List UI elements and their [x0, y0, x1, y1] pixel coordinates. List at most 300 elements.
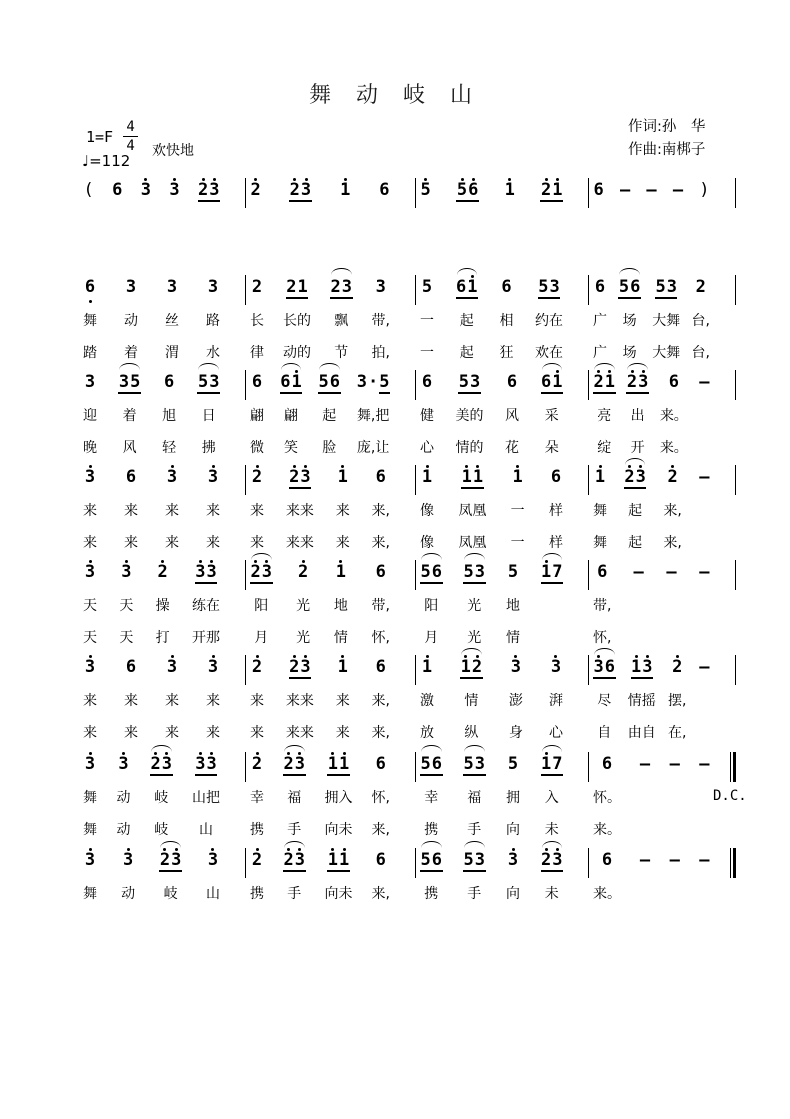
slur-arc — [542, 841, 563, 848]
note-row — [699, 653, 710, 685]
beat-cell — [593, 368, 616, 464]
note-row — [150, 750, 173, 782]
beat-cell — [283, 846, 306, 910]
note-row — [327, 750, 350, 782]
lyric-syllable — [702, 432, 706, 464]
lyric-syllable — [669, 622, 673, 654]
note-row — [84, 750, 95, 782]
note-row — [667, 463, 678, 495]
note-token — [420, 176, 431, 206]
beat-cell — [318, 368, 341, 464]
beat-cell — [356, 368, 390, 464]
beat-cell — [83, 273, 97, 369]
note-row — [84, 846, 95, 878]
lyric-syllable: 来 — [335, 693, 350, 709]
beat-cell — [372, 750, 390, 846]
note-digit: 6 — [668, 372, 679, 392]
note-token — [125, 273, 136, 303]
note-digit: 3 — [294, 754, 306, 774]
note-group — [646, 176, 657, 206]
beat-cell — [283, 273, 311, 369]
lyric-syllable: 手 — [287, 886, 302, 902]
note-group — [375, 558, 386, 588]
note-token — [294, 750, 305, 780]
beat-cell — [340, 176, 351, 208]
note-digit: 3 — [140, 180, 151, 200]
note-row — [631, 653, 654, 685]
beat-cell — [456, 176, 479, 208]
note-group — [327, 750, 350, 780]
note-digit: 2 — [298, 562, 309, 582]
note-token — [642, 653, 653, 683]
dash-mark: — — [619, 180, 631, 200]
note-digit: 1 — [467, 277, 478, 297]
lyric-syllable: 绽 — [597, 440, 612, 456]
note-row — [510, 653, 521, 685]
measure — [416, 653, 589, 749]
lyric-syllable: 来 — [206, 535, 220, 551]
note-group — [164, 368, 175, 398]
measure — [589, 653, 736, 749]
note-digit: 6 — [375, 657, 386, 677]
measure — [589, 176, 736, 208]
note-row — [421, 273, 432, 305]
note-digit: 6 — [112, 180, 123, 200]
beat-cell — [165, 653, 179, 749]
note-digit: 1 — [335, 562, 346, 582]
lyric-syllable: 幸 — [424, 790, 439, 806]
beat-cell — [330, 273, 353, 369]
note-digit: 3 — [206, 562, 217, 582]
note-digit: 3 — [84, 562, 96, 582]
note-digit: 2 — [541, 850, 552, 870]
note-row — [118, 750, 129, 782]
slur-arc — [542, 745, 563, 752]
note-digit: 2 — [251, 850, 263, 870]
beat-cell — [541, 846, 564, 910]
note-digit: 3 — [300, 657, 311, 677]
note-group — [672, 176, 683, 206]
lyric-syllable: 舞 — [83, 886, 97, 902]
note-token — [251, 653, 262, 683]
beat-cell — [699, 176, 710, 208]
note-group — [298, 558, 309, 588]
note-row — [626, 368, 649, 400]
measure — [246, 846, 416, 910]
lyric-syllable: 来, — [371, 725, 390, 741]
lyric-syllable: 来来 — [285, 725, 314, 741]
note-row — [356, 368, 390, 400]
note-digit: 2 — [624, 467, 635, 487]
lyric-syllable: 摆, — [668, 693, 687, 709]
note-row — [330, 273, 353, 305]
note-row — [421, 653, 432, 685]
note-digit: 3 — [638, 372, 649, 392]
note-row — [672, 176, 683, 208]
beat-cell — [420, 750, 443, 846]
note-row — [118, 368, 141, 400]
beat-cell — [549, 463, 563, 559]
note-digit: 3 — [209, 372, 220, 392]
measure — [79, 653, 246, 749]
note-row — [463, 750, 486, 782]
note-token — [375, 558, 386, 588]
note-token — [472, 463, 483, 493]
beat-cell — [666, 558, 677, 654]
note-digit: 2 — [672, 657, 683, 677]
lyric-syllable: 约在 — [535, 313, 563, 329]
note-digit: 2 — [289, 657, 300, 677]
note-group — [699, 368, 710, 398]
dash-mark: — — [669, 754, 680, 774]
note-token — [123, 846, 134, 876]
beat-cell — [206, 846, 220, 910]
note-token — [84, 558, 95, 588]
note-row — [318, 368, 341, 400]
note-token — [597, 558, 608, 588]
note-token — [375, 846, 386, 876]
note-token — [507, 846, 518, 876]
note-token — [471, 653, 482, 683]
dash-token — [699, 368, 710, 398]
note-group — [195, 750, 218, 780]
note-group — [699, 558, 710, 588]
note-token — [594, 463, 605, 493]
note-row — [207, 846, 218, 878]
note-digit: · — [368, 372, 379, 392]
lyric-syllable: 一 — [420, 313, 434, 329]
lyric-syllable: 采 — [544, 408, 559, 424]
lyric-syllable — [702, 495, 706, 527]
measure — [79, 750, 246, 846]
note-row — [507, 846, 518, 878]
lyric-syllable: 岐 — [154, 790, 169, 806]
note-digit: 5 — [421, 277, 433, 297]
note-group — [84, 558, 95, 588]
beat-cell — [334, 558, 348, 654]
note-digit: 2 — [289, 180, 300, 200]
lyric-syllable: 舞 — [83, 313, 97, 329]
lyric-syllable: 光 — [296, 598, 311, 614]
lyric-syllable: 舞 — [593, 535, 607, 551]
beat-cell — [593, 750, 621, 846]
beat-cell — [463, 558, 486, 654]
beat-cell — [463, 750, 486, 846]
beat-cell — [509, 653, 523, 749]
note-token — [118, 750, 129, 780]
note-group — [619, 176, 630, 206]
lyric-syllable: 带, — [371, 598, 390, 614]
note-group — [456, 273, 479, 303]
note-row — [289, 176, 312, 208]
note-token — [667, 463, 678, 493]
note-digit: 6 — [379, 180, 390, 200]
note-row — [159, 846, 182, 878]
lyric-syllable: 尽 — [597, 693, 612, 709]
note-row — [624, 463, 647, 495]
note-token — [251, 273, 262, 303]
dash-token — [619, 176, 630, 206]
slur-arc — [251, 553, 272, 560]
note-row — [169, 176, 180, 208]
beat-cell — [372, 273, 390, 369]
note-token — [593, 653, 604, 683]
slur-arc — [421, 841, 442, 848]
note-token — [118, 368, 129, 398]
note-digit: 6 — [431, 754, 442, 774]
lyric-syllable: 庞,让 — [356, 440, 390, 456]
lyric-syllable — [702, 685, 706, 717]
lyric-syllable: 舞 — [83, 790, 97, 806]
lyric-syllable: 来, — [663, 535, 682, 551]
slur-arc — [542, 553, 563, 560]
note-digit: 2 — [250, 562, 261, 582]
beat-cell — [197, 368, 220, 464]
note-row — [601, 750, 612, 782]
measure — [79, 368, 246, 464]
note-token — [541, 750, 552, 780]
lyric-syllable — [550, 590, 554, 622]
dash-token — [699, 750, 710, 780]
note-token — [431, 558, 442, 588]
note-group — [250, 176, 261, 206]
lyric-syllable: 节 — [334, 345, 349, 361]
note-group — [504, 176, 515, 206]
note-digit: 2 — [250, 180, 261, 200]
note-row — [251, 846, 262, 878]
beat-cell — [456, 273, 479, 369]
beat-cell — [156, 558, 170, 654]
note-token — [84, 750, 95, 780]
beat-cell — [652, 273, 680, 369]
note-token — [421, 653, 432, 683]
lyric-syllable: 福 — [467, 790, 482, 806]
beat-cell — [672, 176, 683, 208]
note-token — [291, 368, 302, 398]
lyric-syllable: 心 — [420, 440, 434, 456]
note-group — [541, 750, 564, 780]
lyric-syllable: 来 — [165, 503, 179, 519]
note-digit: 3 — [84, 372, 96, 392]
note-token — [298, 558, 309, 588]
slur-arc — [464, 841, 485, 848]
barline — [735, 275, 736, 305]
measure — [416, 846, 589, 910]
note-row — [195, 750, 218, 782]
note-token — [121, 558, 132, 588]
barline-thick — [733, 752, 736, 782]
note-digit: 2 — [540, 180, 552, 200]
note-token — [550, 653, 561, 683]
beat-cell — [639, 750, 650, 846]
note-row — [327, 846, 350, 878]
lyric-syllable: 来 — [335, 503, 350, 519]
lyric-syllable: 激 — [420, 693, 434, 709]
note-row — [286, 273, 309, 305]
note-token — [421, 368, 432, 398]
note-row — [699, 750, 710, 782]
measure — [416, 273, 589, 369]
lyric-syllable: 来 — [165, 693, 179, 709]
lyric-syllable: 起 — [459, 345, 474, 361]
note-token — [197, 368, 208, 398]
lyric-syllable: 长 — [250, 313, 264, 329]
note-group — [699, 463, 710, 493]
lyric-syllable: 场 — [622, 345, 637, 361]
note-group — [420, 750, 443, 780]
note-token — [467, 273, 478, 303]
note-token — [501, 273, 512, 303]
note-row — [550, 463, 561, 495]
lyric-syllable: 踏 — [83, 345, 97, 361]
lyric-syllable: 舞 — [83, 822, 97, 838]
note-digit: 6 — [431, 562, 442, 582]
lyric-syllable: 健 — [420, 408, 434, 424]
note-digit: 3 — [507, 850, 519, 870]
note-group — [594, 273, 605, 303]
lyric-syllable — [672, 782, 676, 814]
note-token — [507, 750, 518, 780]
note-token — [84, 463, 95, 493]
note-token — [468, 176, 479, 206]
beat-cell — [336, 653, 350, 749]
note-token — [195, 750, 206, 780]
note-row — [197, 368, 220, 400]
note-group — [84, 368, 95, 398]
lyric-syllable: 凤凰 — [458, 535, 487, 551]
note-token — [474, 750, 485, 780]
lyric-syllable: 情 — [464, 693, 479, 709]
note-row — [335, 558, 346, 590]
slur-arc — [594, 363, 615, 370]
note-token — [166, 273, 177, 303]
beat-cell — [283, 750, 306, 846]
note-digit: 2 — [159, 850, 171, 870]
note-token — [356, 368, 367, 398]
note-group — [166, 273, 177, 303]
beat-cell — [250, 558, 273, 654]
dash-mark: — — [639, 754, 651, 774]
note-digit: 3 — [550, 657, 562, 677]
note-row — [420, 558, 443, 590]
note-digit: 2 — [471, 657, 483, 677]
beat-cell — [286, 463, 314, 559]
beat-cell — [250, 273, 264, 369]
note-digit: 6 — [541, 372, 552, 392]
score-system — [79, 368, 736, 464]
note-digit: 5 — [379, 372, 390, 392]
lyric-syllable: 入 — [544, 790, 559, 806]
note-token — [84, 653, 95, 683]
beat-cell — [118, 368, 141, 464]
note-group — [157, 558, 168, 588]
lyric-syllable — [702, 400, 706, 432]
note-token — [506, 368, 517, 398]
note-digit: 5 — [507, 754, 519, 774]
note-token — [655, 273, 666, 303]
note-group — [506, 368, 517, 398]
note-group — [289, 176, 312, 206]
lyric-syllable: 光 — [467, 630, 482, 646]
note-group — [289, 653, 312, 683]
note-row — [84, 368, 95, 400]
note-token — [668, 368, 679, 398]
lyric-syllable: 身 — [508, 725, 523, 741]
note-group — [601, 750, 612, 780]
beat-cell — [124, 653, 138, 749]
note-digit: 6 — [604, 657, 615, 677]
note-row — [250, 176, 261, 208]
note-digit: 1 — [461, 467, 472, 487]
beat-cell — [289, 176, 312, 208]
lyric-syllable: 手 — [467, 886, 482, 902]
note-digit: 1 — [337, 657, 348, 677]
lyric-syllable: 花 — [505, 440, 519, 456]
note-digit: 3 — [166, 467, 178, 487]
beat-cell — [325, 750, 353, 846]
measure — [589, 368, 736, 464]
lyric-syllable: 美的 — [455, 408, 484, 424]
note-digit: 1 — [541, 562, 552, 582]
note-digit: 1 — [512, 467, 523, 487]
score-system — [79, 846, 736, 910]
note-group — [463, 750, 486, 780]
lyric-syllable: 开 — [630, 440, 645, 456]
beat-cell — [506, 750, 520, 846]
barline — [735, 560, 736, 590]
note-row — [463, 558, 486, 590]
note-row — [375, 750, 386, 782]
note-digit: 6 — [630, 277, 641, 297]
note-row — [458, 368, 481, 400]
score-system — [79, 273, 736, 369]
note-digit: 3 — [666, 277, 677, 297]
slur-arc — [284, 841, 305, 848]
note-group — [699, 176, 710, 206]
lyric-syllable — [669, 590, 673, 622]
lyric-syllable: 来, — [371, 822, 390, 838]
beat-cell — [372, 558, 390, 654]
beat-cell — [372, 463, 390, 559]
note-row — [340, 176, 351, 208]
slur-arc — [319, 363, 340, 370]
note-digit: 3 — [195, 754, 206, 774]
lyric-syllable: 相 — [499, 313, 514, 329]
note-digit: 3 — [207, 850, 219, 870]
note-row — [538, 273, 561, 305]
lyric-syllable: 台, — [691, 313, 710, 329]
note-token — [195, 558, 206, 588]
note-digit: 2 — [330, 277, 341, 297]
lyric-syllable: 大舞 — [652, 313, 681, 329]
note-digit: 5 — [463, 754, 474, 774]
lyric-syllable: 怀, — [371, 790, 390, 806]
note-digit: 2 — [283, 850, 294, 870]
note-digit: 2 — [198, 180, 209, 200]
note-row — [250, 558, 273, 590]
lyric-syllable: 情 — [333, 630, 348, 646]
note-row — [337, 463, 348, 495]
note-group — [639, 750, 650, 780]
note-token — [250, 176, 261, 206]
lyric-syllable — [672, 878, 676, 910]
dash-token — [633, 558, 644, 588]
beat-cell — [460, 653, 483, 749]
dash-mark: — — [666, 562, 677, 582]
note-digit: 3 — [207, 657, 219, 677]
note-digit: 2 — [283, 754, 294, 774]
note-digit: 6 — [506, 372, 518, 392]
